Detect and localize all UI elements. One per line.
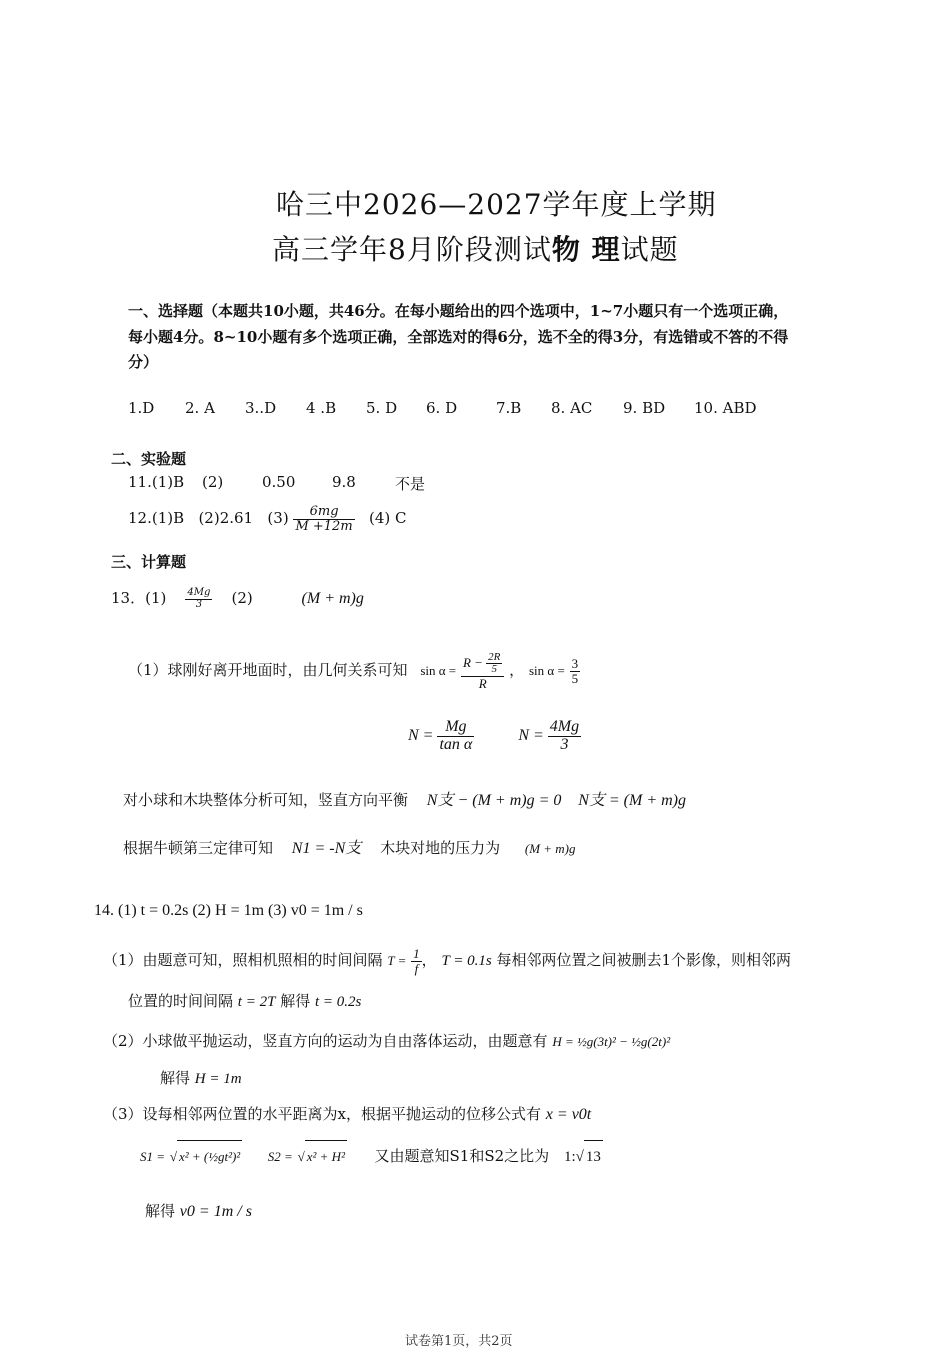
q14-p2-eq: H = ½g(3t)² − ½g(2t)² [552,1034,671,1049]
q13-p3-text: 根据牛顿第三定律可知 [123,839,274,857]
q14-p1-text-b: ， [421,951,437,969]
q12-line [128,500,406,536]
q13-p1-num-a: R − [462,654,483,670]
q14-p3-line3 [145,1200,252,1221]
q13-p2 [123,787,686,810]
q14-p3-s1-radicand: x² + (½gt²)² [177,1140,242,1173]
q13-p1-sin2-fraction [570,657,581,685]
q14-p3-s2: S2 = [267,1149,293,1164]
answer-2: 2. A [185,399,215,417]
q14-p3-result-label: 解得 [145,1202,176,1220]
q14-p3-ratio: 1:√ 13 [564,1149,603,1165]
q13-answer-2: (M + m)g [301,590,364,607]
answer-5: 5. D [366,399,398,417]
q13-eq-row [408,714,581,758]
q13-p1-inner-den: 5 [491,663,498,676]
title-line-2-subject: 物 理 [551,233,621,266]
q12-fraction [293,505,354,533]
q11-part-3: 0.50 [262,473,296,491]
q14-summary: 14. (1) t = 0.2s (2) H = 1m (3) v0 = 1m / s [94,902,363,919]
answer-6: 6. D [426,399,458,417]
answer-10: 10. ABD [694,399,757,417]
q13-p3-text2: 木块对地的压力为 [380,839,501,857]
q14-p2-result-label: 解得 [160,1069,191,1087]
answer-8: 8. AC [551,399,593,417]
q13-p1-sin: sin α = [420,663,457,678]
q13-p3-eq: N1 = -N支 [291,840,362,857]
q14-p3-line1 [103,1103,591,1124]
q13-answer-1-num: 4Mg [187,587,211,598]
q13-eq2-num: 4Mg [549,718,580,736]
q13-p2-text: 对小球和木块整体分析可知，竖直方向平衡 [123,791,409,809]
section3-heading: 三、计算题 [111,553,187,571]
q11-part-4: 9.8 [332,473,356,491]
q12-part-1: 12.(1)B [128,509,185,527]
q11-part-2: (2) [202,473,224,491]
title-line-1: 哈三中2026—2027学年度上学期 [276,188,717,221]
answer-3: 3..D [245,399,277,417]
q12-part-2: (2)2.61 [198,509,254,527]
q14-p3-text: 又由题意知S1和S2之比为 [374,1147,550,1165]
q14-p1-den: f [414,960,419,976]
q12-fraction-num: 6mg [293,505,354,520]
q13-answer-1-den: 3 [195,598,203,610]
q12-fraction-den: M +12m [295,518,353,534]
q14-p3-s2-radicand: x² + H² [305,1140,347,1173]
page-footer: 试卷第1页，共2页 [405,1334,513,1349]
q13-eq1-num: Mg [437,719,474,737]
q14-p2-result: H = 1m [194,1071,242,1087]
q13-label: 13．(1) [111,589,167,607]
section2-heading: 二、实验题 [111,450,187,468]
q14-p2-line1 [103,1030,670,1051]
q13-answer-1 [185,588,212,610]
q14-p3-ratio-b: 13 [584,1140,603,1173]
q13-eq1-lhs: N = [408,727,434,744]
q11-part-1: 11.(1)B [128,473,185,491]
q12-part-4: (4) C [368,509,407,527]
q13-p1-sin2-num: 3 [571,655,579,671]
q13-p1-inner-num: 2R [488,650,501,663]
q13-label-2: (2) [231,589,253,607]
q14-p1-num: 1 [413,945,420,961]
q13-eq2-fraction [548,719,581,754]
q14-p3-s1: S1 = [140,1149,166,1164]
q11-part-5: 不是 [395,475,426,493]
q14-p1-eq: t = 2T [237,994,276,1010]
q14-p2-line2 [160,1067,242,1088]
q13-p2-eq1: N支 − (M + m)g = 0 [426,792,562,809]
q13-answers [111,580,364,617]
q13-eq1-fraction [437,719,474,754]
q13-eq2-lhs: N = [518,727,544,744]
q13-p1 [128,650,580,691]
answer-1: 1.D [128,399,155,417]
q13-p1-sin2-den: 5 [571,670,579,686]
title-line-2-c: 试题 [620,233,679,266]
q14-p1-result: t = 0.2s [315,994,362,1010]
q14-p3-s2-sqrt: √ x² + H² [298,1149,347,1164]
q13-p1-comma: ， [509,661,525,679]
q14-p1-T2: T = 0.1s [441,953,492,969]
q13-eq1-den: tan α [439,735,473,753]
q14-p3-line2 [140,1140,603,1173]
q14-p3-s1-sqrt: √ x² + (½gt²)² [170,1149,242,1164]
answer-4: 4 .B [306,399,337,417]
section1-heading-1: 一、选择题（本题共10小题，共46分。在每小题给出的四个选项中，1~7小题只有一个选项正确， [128,302,789,320]
title-line-2 [272,228,679,268]
q13-p3-answer: (M + m)g [524,841,576,856]
q14-p3-ratio-a: 1: [563,1149,576,1165]
answer-9: 9. BD [623,399,666,417]
q14-p3-result: v0 = 1m / s [179,1203,252,1220]
q13-p1-sin2: sin α = [528,663,565,678]
answer-7: 7.B [496,399,522,417]
q14-p1-T: T = [387,953,407,968]
q14-p1-fraction [411,947,422,975]
q13-p1-fraction-den: R [478,675,487,691]
q14-p3-eq: x = v0t [545,1106,592,1123]
q12-part-3: (3) [267,509,289,527]
q13-p3 [123,835,576,858]
q14-p1-text-c: 每相邻两位置之间被删去1个影像，则相邻两 [496,951,792,969]
section1-heading-3: 分） [128,353,159,371]
q14-p1-text-a: （1）由题意可知，照相机照相的时间间隔 [103,951,383,969]
section1-heading-2: 每小题4分。8~10小题有多个选项正确，全部选对的得6分，选不全的得3分，有选错或不答的不得 [128,328,789,346]
q14-p1-text-e: 解得 [280,992,311,1010]
q13-eq2-den: 3 [560,735,569,753]
q13-p1-fraction [461,652,504,691]
q14-p3-text-a: （3）设每相邻两位置的水平距离为x，根据平抛运动的位移公式有 [103,1105,542,1123]
q14-p1-line1 [103,942,791,979]
q13-p1-fraction-num [461,652,504,677]
q13-p2-eq2: N支 = (M + m)g [578,792,686,809]
q14-p2-text-a: （2）小球做平抛运动，竖直方向的运动为自由落体运动，由题意有 [103,1032,548,1050]
q14-p1-line2 [128,990,361,1011]
q13-p1-text: （1）球刚好离开地面时，由几何关系可知 [128,661,408,679]
q13-p1-inner-fraction [486,652,502,676]
q14-p1-text-d: 位置的时间间隔 [128,992,234,1010]
title-line-2-a: 高三学年8月阶段测试 [272,233,552,266]
